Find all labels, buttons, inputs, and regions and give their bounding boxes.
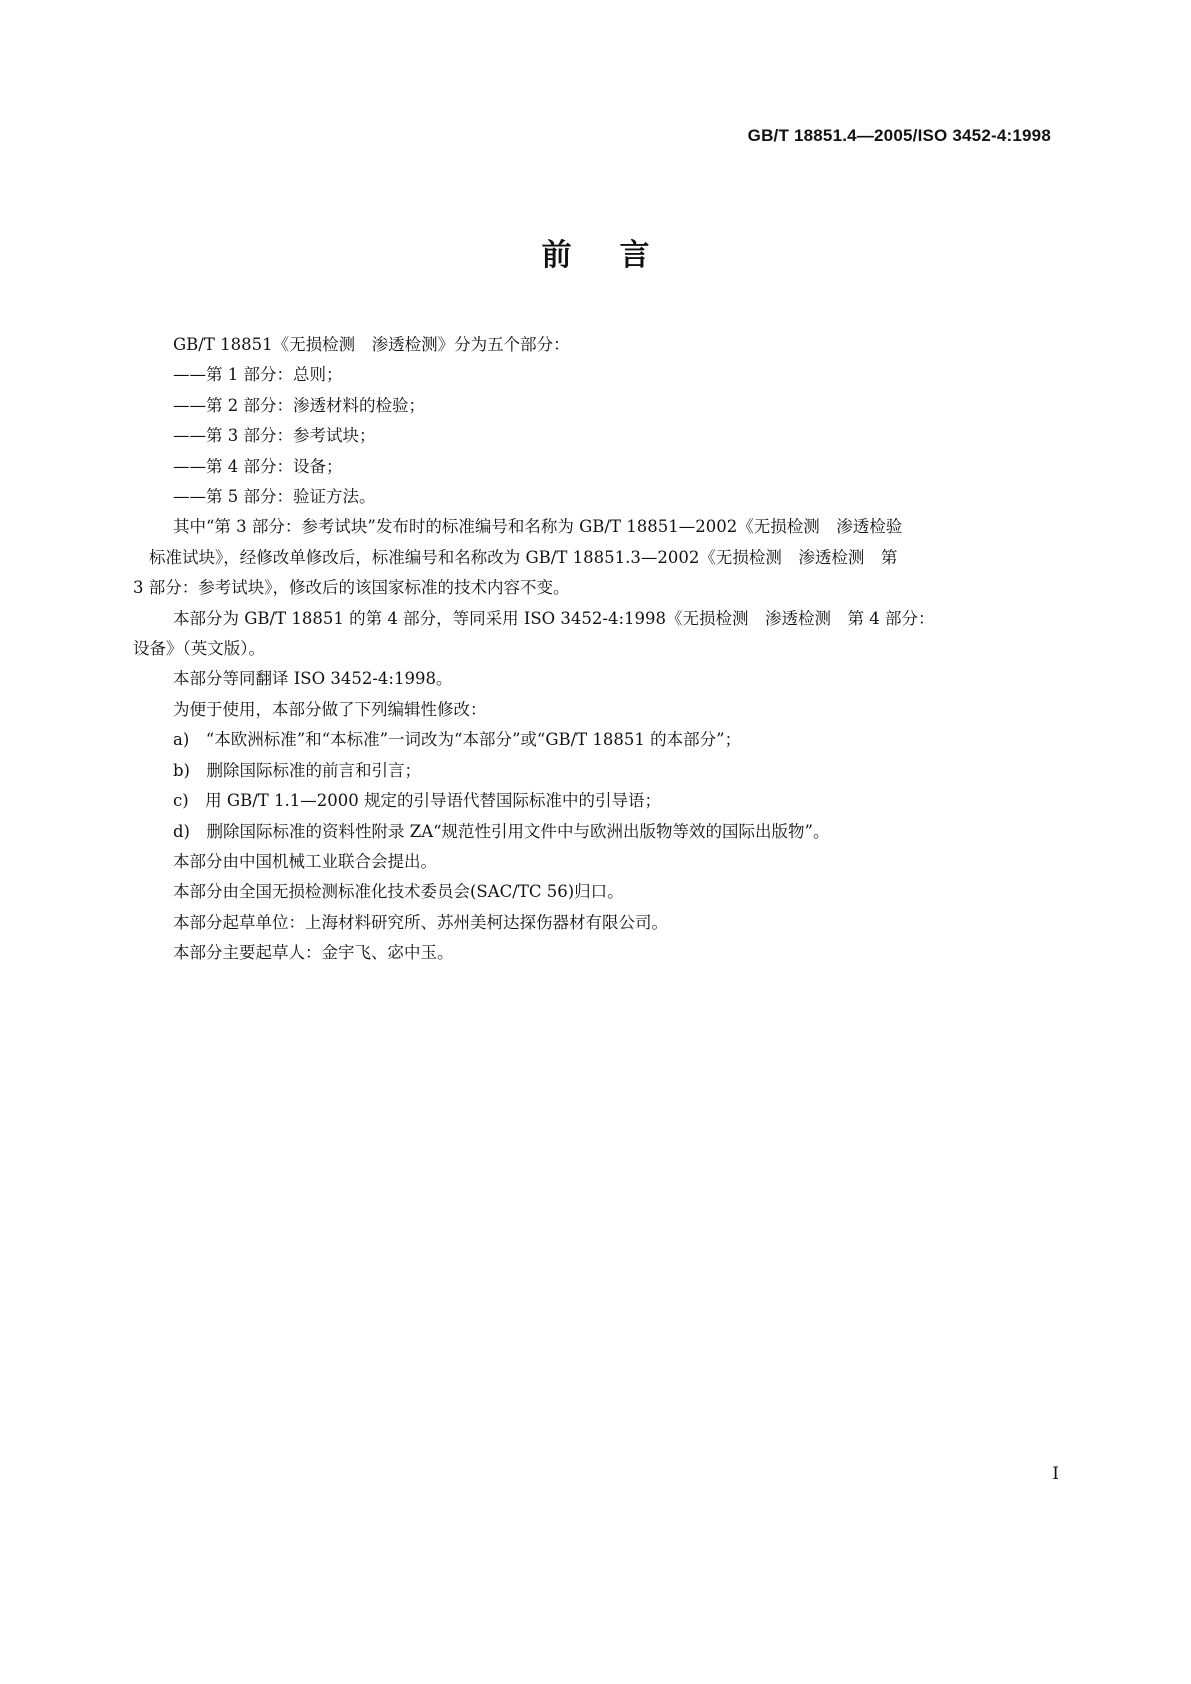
document-body bbox=[133, 330, 1053, 969]
part-item: ——第 4 部分：设备； bbox=[173, 456, 343, 476]
standard-code-header: GB/T 18851.4—2005/ISO 3452-4:1998 bbox=[747, 126, 1051, 145]
adopt-paragraph bbox=[133, 604, 1053, 665]
proposer-paragraph: 本部分由中国机械工业联合会提出。 bbox=[173, 851, 437, 871]
part3-paragraph bbox=[133, 512, 1053, 603]
drafters-paragraph: 本部分主要起草人：金宇飞、宓中玉。 bbox=[173, 943, 454, 963]
part3-line-1: 其中“第 3 部分：参考试块”发布时的标准编号和名称为 GB/T 18851—2002《无损检测 渗透检验 bbox=[173, 517, 903, 537]
adopt-line-1: 本部分为 GB/T 18851 的第 4 部分，等同采用 ISO 3452-4:1998《无损检测 渗透检测 第 4 部分： bbox=[173, 608, 935, 628]
edit-item: c) 用 GB/T 1.1—2000 规定的引导语代替国际标准中的引导语； bbox=[173, 791, 662, 811]
part-item: ——第 1 部分：总则； bbox=[173, 365, 343, 385]
committee-paragraph: 本部分由全国无损检测标准化技术委员会(SAC/TC 56)归口。 bbox=[173, 882, 624, 902]
edit-item: b) 删除国际标准的前言和引言； bbox=[173, 760, 421, 780]
edit-intro-paragraph: 为便于使用，本部分做了下列编辑性修改： bbox=[173, 699, 487, 719]
intro-paragraph: GB/T 18851《无损检测 渗透检测》分为五个部分： bbox=[173, 335, 570, 354]
edit-item: a) “本欧洲标准”和“本标准”一词改为“本部分”或“GB/T 18851 的本部分”； bbox=[173, 730, 742, 750]
part-item: ——第 3 部分：参考试块； bbox=[173, 426, 376, 446]
edit-item: d) 删除国际标准的资料性附录 ZA“规范性引用文件中与欧洲出版物等效的国际出版物”。 bbox=[173, 821, 830, 841]
part-item: ——第 2 部分：渗透材料的检验； bbox=[173, 395, 425, 415]
part3-line-3: 3 部分：参考试块》，修改后的该国家标准的技术内容不变。 bbox=[133, 578, 570, 598]
drafting-units-paragraph: 本部分起草单位：上海材料研究所、苏州美柯达探伤器材有限公司。 bbox=[173, 912, 668, 932]
part-item: ——第 5 部分：验证方法。 bbox=[173, 487, 376, 507]
part3-line-2: 标准试块》，经修改单修改后，标准编号和名称改为 GB/T 18851.3—2002《无损检测 渗透检测 第 bbox=[149, 547, 898, 567]
page-title: 前言 bbox=[541, 238, 698, 273]
adopt-line-2: 设备》（英文版）。 bbox=[133, 639, 265, 659]
translate-paragraph: 本部分等同翻译 ISO 3452-4:1998。 bbox=[173, 669, 453, 689]
page-number: I bbox=[1052, 1464, 1059, 1484]
